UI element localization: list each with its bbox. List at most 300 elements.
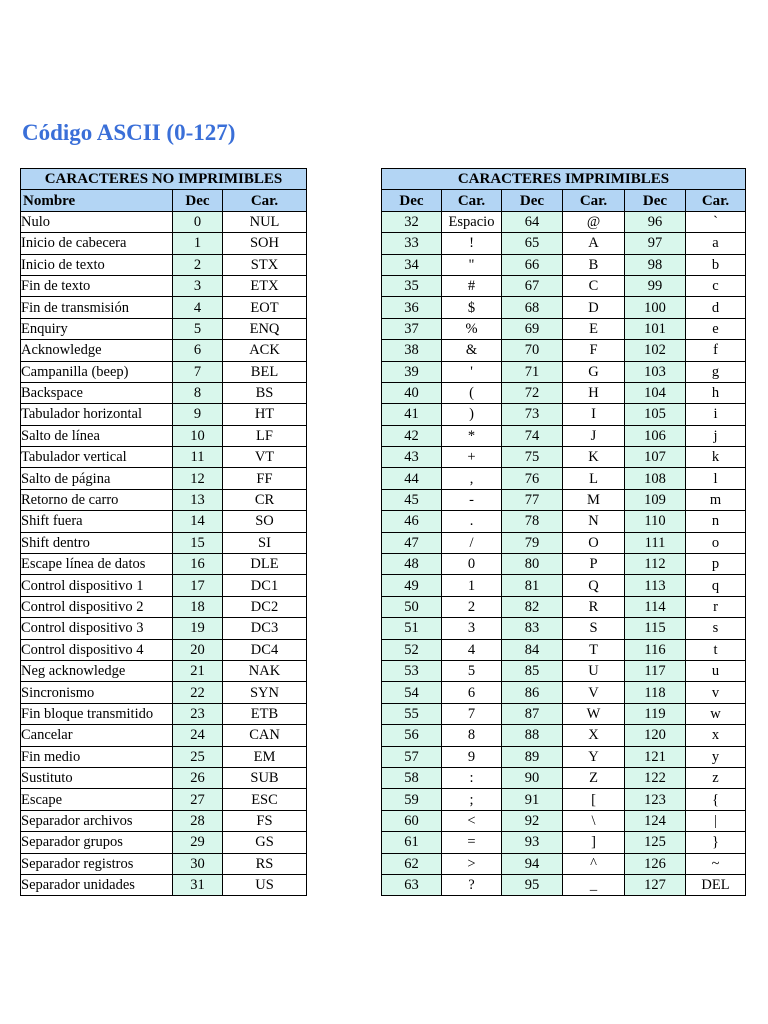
table-row bbox=[21, 575, 307, 596]
ascii-char-cell: ) bbox=[442, 404, 502, 425]
ascii-dec-cell: 55 bbox=[382, 703, 442, 724]
ascii-name-cell: Salto de línea bbox=[21, 425, 173, 446]
ascii-dec-cell: 5 bbox=[173, 318, 223, 339]
ascii-dec-cell: 7 bbox=[173, 361, 223, 382]
ascii-dec-cell: 12 bbox=[173, 468, 223, 489]
table-row bbox=[21, 511, 307, 532]
ascii-char-cell: Espacio bbox=[442, 211, 502, 232]
ascii-char-cell: RS bbox=[223, 853, 307, 874]
table-row bbox=[21, 660, 307, 681]
table-row bbox=[21, 447, 307, 468]
ascii-char-cell: = bbox=[442, 832, 502, 853]
ascii-char-cell: _ bbox=[563, 874, 625, 895]
table-row bbox=[382, 361, 746, 382]
ascii-char-cell: - bbox=[442, 489, 502, 510]
ascii-char-cell: > bbox=[442, 853, 502, 874]
ascii-dec-cell: 121 bbox=[625, 746, 686, 767]
ascii-char-cell: SUB bbox=[223, 767, 307, 788]
ascii-dec-cell: 78 bbox=[502, 511, 563, 532]
ascii-dec-cell: 2 bbox=[173, 254, 223, 275]
ascii-char-cell: ? bbox=[442, 874, 502, 895]
ascii-name-cell: Nulo bbox=[21, 211, 173, 232]
ascii-char-cell: SI bbox=[223, 532, 307, 553]
ascii-dec-cell: 32 bbox=[382, 211, 442, 232]
ascii-dec-cell: 10 bbox=[173, 425, 223, 446]
ascii-dec-cell: 86 bbox=[502, 682, 563, 703]
ascii-dec-cell: 118 bbox=[625, 682, 686, 703]
ascii-name-cell: Sincronismo bbox=[21, 682, 173, 703]
ascii-name-cell: Fin de transmisión bbox=[21, 297, 173, 318]
non-printable-table bbox=[20, 168, 307, 896]
ascii-name-cell: Control dispositivo 4 bbox=[21, 639, 173, 660]
table-row bbox=[382, 254, 746, 275]
ascii-char-cell: k bbox=[686, 447, 746, 468]
ascii-dec-cell: 65 bbox=[502, 233, 563, 254]
ascii-dec-cell: 60 bbox=[382, 810, 442, 831]
table-row bbox=[382, 404, 746, 425]
table-row bbox=[21, 404, 307, 425]
ascii-name-cell: Tabulador vertical bbox=[21, 447, 173, 468]
ascii-dec-cell: 34 bbox=[382, 254, 442, 275]
ascii-name-cell: Separador registros bbox=[21, 853, 173, 874]
ascii-char-cell: D bbox=[563, 297, 625, 318]
ascii-dec-cell: 71 bbox=[502, 361, 563, 382]
ascii-char-cell: g bbox=[686, 361, 746, 382]
ascii-char-cell: . bbox=[442, 511, 502, 532]
ascii-dec-cell: 24 bbox=[173, 725, 223, 746]
table-row bbox=[382, 318, 746, 339]
ascii-char-cell: EOT bbox=[223, 297, 307, 318]
table-row bbox=[21, 703, 307, 724]
table-row bbox=[382, 447, 746, 468]
table-row bbox=[21, 832, 307, 853]
ascii-char-cell: DC2 bbox=[223, 596, 307, 617]
ascii-dec-cell: 64 bbox=[502, 211, 563, 232]
ascii-char-cell: x bbox=[686, 725, 746, 746]
table-row bbox=[382, 575, 746, 596]
ascii-char-cell: [ bbox=[563, 789, 625, 810]
ascii-char-cell: # bbox=[442, 275, 502, 296]
ascii-char-cell: DC3 bbox=[223, 618, 307, 639]
ascii-name-cell: Shift fuera bbox=[21, 511, 173, 532]
ascii-char-cell: : bbox=[442, 767, 502, 788]
ascii-char-cell: LF bbox=[223, 425, 307, 446]
ascii-dec-cell: 43 bbox=[382, 447, 442, 468]
ascii-dec-cell: 8 bbox=[173, 382, 223, 403]
ascii-dec-cell: 44 bbox=[382, 468, 442, 489]
ascii-char-cell: u bbox=[686, 660, 746, 681]
ascii-dec-cell: 50 bbox=[382, 596, 442, 617]
ascii-name-cell: Escape línea de datos bbox=[21, 554, 173, 575]
ascii-char-cell: w bbox=[686, 703, 746, 724]
column-header-dec: Dec bbox=[173, 190, 223, 211]
table-row bbox=[382, 703, 746, 724]
column-header-car: Car. bbox=[442, 190, 502, 211]
ascii-dec-cell: 63 bbox=[382, 874, 442, 895]
ascii-dec-cell: 93 bbox=[502, 832, 563, 853]
ascii-dec-cell: 9 bbox=[173, 404, 223, 425]
ascii-char-cell: , bbox=[442, 468, 502, 489]
table-row bbox=[21, 810, 307, 831]
table-row bbox=[382, 275, 746, 296]
ascii-char-cell: NAK bbox=[223, 660, 307, 681]
ascii-dec-cell: 73 bbox=[502, 404, 563, 425]
ascii-dec-cell: 110 bbox=[625, 511, 686, 532]
ascii-dec-cell: 66 bbox=[502, 254, 563, 275]
column-header-car: Car. bbox=[563, 190, 625, 211]
ascii-name-cell: Enquiry bbox=[21, 318, 173, 339]
ascii-char-cell: BS bbox=[223, 382, 307, 403]
ascii-char-cell: 2 bbox=[442, 596, 502, 617]
non-printable-section-title: CARACTERES NO IMPRIMIBLES bbox=[21, 169, 307, 190]
table-row bbox=[21, 618, 307, 639]
ascii-dec-cell: 37 bbox=[382, 318, 442, 339]
ascii-name-cell: Escape bbox=[21, 789, 173, 810]
ascii-dec-cell: 41 bbox=[382, 404, 442, 425]
ascii-dec-cell: 3 bbox=[173, 275, 223, 296]
ascii-char-cell: ETB bbox=[223, 703, 307, 724]
ascii-char-cell: ! bbox=[442, 233, 502, 254]
table-row bbox=[382, 660, 746, 681]
ascii-dec-cell: 117 bbox=[625, 660, 686, 681]
ascii-char-cell: H bbox=[563, 382, 625, 403]
ascii-dec-cell: 85 bbox=[502, 660, 563, 681]
table-row bbox=[382, 425, 746, 446]
ascii-dec-cell: 100 bbox=[625, 297, 686, 318]
ascii-char-cell: SO bbox=[223, 511, 307, 532]
ascii-dec-cell: 51 bbox=[382, 618, 442, 639]
ascii-dec-cell: 40 bbox=[382, 382, 442, 403]
table-row bbox=[21, 340, 307, 361]
ascii-dec-cell: 102 bbox=[625, 340, 686, 361]
ascii-name-cell: Control dispositivo 2 bbox=[21, 596, 173, 617]
table-row bbox=[382, 682, 746, 703]
ascii-dec-cell: 47 bbox=[382, 532, 442, 553]
ascii-dec-cell: 79 bbox=[502, 532, 563, 553]
ascii-char-cell: 0 bbox=[442, 554, 502, 575]
ascii-dec-cell: 87 bbox=[502, 703, 563, 724]
ascii-dec-cell: 54 bbox=[382, 682, 442, 703]
ascii-dec-cell: 36 bbox=[382, 297, 442, 318]
ascii-dec-cell: 4 bbox=[173, 297, 223, 318]
ascii-name-cell: Inicio de cabecera bbox=[21, 233, 173, 254]
ascii-dec-cell: 125 bbox=[625, 832, 686, 853]
table-row bbox=[382, 853, 746, 874]
ascii-name-cell: Separador grupos bbox=[21, 832, 173, 853]
ascii-char-cell: E bbox=[563, 318, 625, 339]
ascii-char-cell: & bbox=[442, 340, 502, 361]
ascii-dec-cell: 14 bbox=[173, 511, 223, 532]
ascii-dec-cell: 58 bbox=[382, 767, 442, 788]
ascii-dec-cell: 13 bbox=[173, 489, 223, 510]
table-row bbox=[382, 810, 746, 831]
ascii-char-cell: 1 bbox=[442, 575, 502, 596]
table-row bbox=[21, 554, 307, 575]
ascii-char-cell: ~ bbox=[686, 853, 746, 874]
ascii-char-cell: W bbox=[563, 703, 625, 724]
ascii-dec-cell: 80 bbox=[502, 554, 563, 575]
ascii-dec-cell: 124 bbox=[625, 810, 686, 831]
ascii-char-cell: | bbox=[686, 810, 746, 831]
ascii-char-cell: O bbox=[563, 532, 625, 553]
ascii-dec-cell: 25 bbox=[173, 746, 223, 767]
column-header-nombre: Nombre bbox=[21, 190, 173, 211]
table-row bbox=[21, 489, 307, 510]
ascii-dec-cell: 48 bbox=[382, 554, 442, 575]
ascii-dec-cell: 27 bbox=[173, 789, 223, 810]
ascii-dec-cell: 49 bbox=[382, 575, 442, 596]
ascii-dec-cell: 56 bbox=[382, 725, 442, 746]
table-row bbox=[382, 746, 746, 767]
ascii-char-cell: y bbox=[686, 746, 746, 767]
ascii-char-cell: h bbox=[686, 382, 746, 403]
ascii-char-cell: N bbox=[563, 511, 625, 532]
ascii-dec-cell: 112 bbox=[625, 554, 686, 575]
ascii-char-cell: U bbox=[563, 660, 625, 681]
ascii-dec-cell: 91 bbox=[502, 789, 563, 810]
table-row bbox=[382, 554, 746, 575]
table-row bbox=[382, 340, 746, 361]
ascii-char-cell: c bbox=[686, 275, 746, 296]
table-row bbox=[21, 318, 307, 339]
ascii-dec-cell: 61 bbox=[382, 832, 442, 853]
ascii-name-cell: Control dispositivo 3 bbox=[21, 618, 173, 639]
ascii-name-cell: Shift dentro bbox=[21, 532, 173, 553]
ascii-dec-cell: 113 bbox=[625, 575, 686, 596]
ascii-dec-cell: 108 bbox=[625, 468, 686, 489]
ascii-dec-cell: 75 bbox=[502, 447, 563, 468]
ascii-char-cell: + bbox=[442, 447, 502, 468]
table-row bbox=[382, 233, 746, 254]
table-row bbox=[382, 767, 746, 788]
ascii-dec-cell: 45 bbox=[382, 489, 442, 510]
ascii-name-cell: Cancelar bbox=[21, 725, 173, 746]
ascii-name-cell: Fin medio bbox=[21, 746, 173, 767]
ascii-name-cell: Fin bloque transmitido bbox=[21, 703, 173, 724]
ascii-char-cell: \ bbox=[563, 810, 625, 831]
ascii-char-cell: ACK bbox=[223, 340, 307, 361]
ascii-dec-cell: 88 bbox=[502, 725, 563, 746]
table-row bbox=[21, 361, 307, 382]
ascii-dec-cell: 104 bbox=[625, 382, 686, 403]
ascii-char-cell: @ bbox=[563, 211, 625, 232]
table-row bbox=[21, 789, 307, 810]
ascii-char-cell: Q bbox=[563, 575, 625, 596]
ascii-dec-cell: 46 bbox=[382, 511, 442, 532]
ascii-name-cell: Inicio de texto bbox=[21, 254, 173, 275]
ascii-dec-cell: 92 bbox=[502, 810, 563, 831]
ascii-char-cell: ESC bbox=[223, 789, 307, 810]
ascii-dec-cell: 39 bbox=[382, 361, 442, 382]
ascii-char-cell: ' bbox=[442, 361, 502, 382]
ascii-char-cell: J bbox=[563, 425, 625, 446]
ascii-dec-cell: 109 bbox=[625, 489, 686, 510]
table-row bbox=[382, 725, 746, 746]
ascii-dec-cell: 15 bbox=[173, 532, 223, 553]
ascii-dec-cell: 123 bbox=[625, 789, 686, 810]
ascii-char-cell: 6 bbox=[442, 682, 502, 703]
table-row bbox=[382, 211, 746, 232]
ascii-dec-cell: 68 bbox=[502, 297, 563, 318]
ascii-dec-cell: 119 bbox=[625, 703, 686, 724]
ascii-name-cell: Fin de texto bbox=[21, 275, 173, 296]
ascii-dec-cell: 42 bbox=[382, 425, 442, 446]
ascii-char-cell: T bbox=[563, 639, 625, 660]
table-row bbox=[21, 297, 307, 318]
ascii-dec-cell: 0 bbox=[173, 211, 223, 232]
ascii-dec-cell: 28 bbox=[173, 810, 223, 831]
table-row bbox=[21, 639, 307, 660]
ascii-dec-cell: 35 bbox=[382, 275, 442, 296]
ascii-char-cell: t bbox=[686, 639, 746, 660]
ascii-char-cell: o bbox=[686, 532, 746, 553]
table-row bbox=[382, 874, 746, 895]
ascii-char-cell: I bbox=[563, 404, 625, 425]
ascii-char-cell: ENQ bbox=[223, 318, 307, 339]
ascii-name-cell: Salto de página bbox=[21, 468, 173, 489]
ascii-char-cell: CR bbox=[223, 489, 307, 510]
ascii-dec-cell: 114 bbox=[625, 596, 686, 617]
ascii-char-cell: GS bbox=[223, 832, 307, 853]
ascii-char-cell: 8 bbox=[442, 725, 502, 746]
ascii-char-cell: p bbox=[686, 554, 746, 575]
ascii-name-cell: Control dispositivo 1 bbox=[21, 575, 173, 596]
ascii-char-cell: DLE bbox=[223, 554, 307, 575]
ascii-dec-cell: 23 bbox=[173, 703, 223, 724]
table-row bbox=[382, 639, 746, 660]
ascii-char-cell: SYN bbox=[223, 682, 307, 703]
ascii-dec-cell: 101 bbox=[625, 318, 686, 339]
ascii-dec-cell: 76 bbox=[502, 468, 563, 489]
ascii-char-cell: f bbox=[686, 340, 746, 361]
ascii-dec-cell: 72 bbox=[502, 382, 563, 403]
ascii-dec-cell: 1 bbox=[173, 233, 223, 254]
table-row bbox=[21, 767, 307, 788]
ascii-char-cell: EM bbox=[223, 746, 307, 767]
ascii-dec-cell: 89 bbox=[502, 746, 563, 767]
ascii-dec-cell: 33 bbox=[382, 233, 442, 254]
ascii-dec-cell: 126 bbox=[625, 853, 686, 874]
ascii-char-cell: S bbox=[563, 618, 625, 639]
ascii-char-cell: HT bbox=[223, 404, 307, 425]
table-row bbox=[21, 233, 307, 254]
ascii-char-cell: A bbox=[563, 233, 625, 254]
ascii-char-cell: m bbox=[686, 489, 746, 510]
ascii-char-cell: ] bbox=[563, 832, 625, 853]
ascii-char-cell: 4 bbox=[442, 639, 502, 660]
ascii-char-cell: K bbox=[563, 447, 625, 468]
ascii-dec-cell: 6 bbox=[173, 340, 223, 361]
ascii-char-cell: * bbox=[442, 425, 502, 446]
ascii-char-cell: d bbox=[686, 297, 746, 318]
table-row bbox=[382, 511, 746, 532]
table-row bbox=[382, 596, 746, 617]
ascii-dec-cell: 115 bbox=[625, 618, 686, 639]
ascii-char-cell: Y bbox=[563, 746, 625, 767]
table-row bbox=[21, 425, 307, 446]
ascii-char-cell: b bbox=[686, 254, 746, 275]
ascii-char-cell: l bbox=[686, 468, 746, 489]
ascii-dec-cell: 11 bbox=[173, 447, 223, 468]
ascii-name-cell: Tabulador horizontal bbox=[21, 404, 173, 425]
ascii-dec-cell: 59 bbox=[382, 789, 442, 810]
ascii-char-cell: 9 bbox=[442, 746, 502, 767]
table-row bbox=[21, 468, 307, 489]
ascii-dec-cell: 96 bbox=[625, 211, 686, 232]
ascii-char-cell: e bbox=[686, 318, 746, 339]
ascii-dec-cell: 57 bbox=[382, 746, 442, 767]
table-row bbox=[21, 682, 307, 703]
table-row bbox=[21, 874, 307, 895]
table-row bbox=[21, 275, 307, 296]
ascii-char-cell: i bbox=[686, 404, 746, 425]
ascii-char-cell: $ bbox=[442, 297, 502, 318]
ascii-char-cell: FS bbox=[223, 810, 307, 831]
page-title: Código ASCII (0-127) bbox=[22, 120, 236, 145]
ascii-char-cell: M bbox=[563, 489, 625, 510]
ascii-dec-cell: 29 bbox=[173, 832, 223, 853]
ascii-char-cell: s bbox=[686, 618, 746, 639]
ascii-dec-cell: 18 bbox=[173, 596, 223, 617]
ascii-dec-cell: 111 bbox=[625, 532, 686, 553]
ascii-dec-cell: 17 bbox=[173, 575, 223, 596]
ascii-dec-cell: 38 bbox=[382, 340, 442, 361]
ascii-dec-cell: 16 bbox=[173, 554, 223, 575]
ascii-char-cell: DC1 bbox=[223, 575, 307, 596]
ascii-char-cell: r bbox=[686, 596, 746, 617]
ascii-dec-cell: 97 bbox=[625, 233, 686, 254]
table-row bbox=[21, 596, 307, 617]
ascii-dec-cell: 67 bbox=[502, 275, 563, 296]
ascii-char-cell: ( bbox=[442, 382, 502, 403]
ascii-dec-cell: 19 bbox=[173, 618, 223, 639]
ascii-char-cell: Z bbox=[563, 767, 625, 788]
ascii-dec-cell: 106 bbox=[625, 425, 686, 446]
column-header-car: Car. bbox=[686, 190, 746, 211]
ascii-dec-cell: 31 bbox=[173, 874, 223, 895]
ascii-dec-cell: 120 bbox=[625, 725, 686, 746]
ascii-char-cell: / bbox=[442, 532, 502, 553]
ascii-char-cell: F bbox=[563, 340, 625, 361]
ascii-dec-cell: 53 bbox=[382, 660, 442, 681]
ascii-char-cell: 3 bbox=[442, 618, 502, 639]
table-row bbox=[382, 489, 746, 510]
ascii-char-cell: X bbox=[563, 725, 625, 746]
table-row bbox=[21, 853, 307, 874]
ascii-char-cell: STX bbox=[223, 254, 307, 275]
ascii-char-cell: } bbox=[686, 832, 746, 853]
ascii-char-cell: VT bbox=[223, 447, 307, 468]
ascii-char-cell: { bbox=[686, 789, 746, 810]
printable-section-title: CARACTERES IMPRIMIBLES bbox=[382, 169, 746, 190]
ascii-char-cell: NUL bbox=[223, 211, 307, 232]
ascii-char-cell: SOH bbox=[223, 233, 307, 254]
table-row bbox=[382, 532, 746, 553]
ascii-name-cell: Backspace bbox=[21, 382, 173, 403]
ascii-dec-cell: 127 bbox=[625, 874, 686, 895]
ascii-dec-cell: 74 bbox=[502, 425, 563, 446]
ascii-dec-cell: 95 bbox=[502, 874, 563, 895]
ascii-char-cell: " bbox=[442, 254, 502, 275]
ascii-dec-cell: 116 bbox=[625, 639, 686, 660]
ascii-dec-cell: 21 bbox=[173, 660, 223, 681]
ascii-char-cell: V bbox=[563, 682, 625, 703]
ascii-char-cell: R bbox=[563, 596, 625, 617]
column-header-dec: Dec bbox=[382, 190, 442, 211]
ascii-char-cell: DEL bbox=[686, 874, 746, 895]
ascii-name-cell: Separador archivos bbox=[21, 810, 173, 831]
ascii-dec-cell: 122 bbox=[625, 767, 686, 788]
